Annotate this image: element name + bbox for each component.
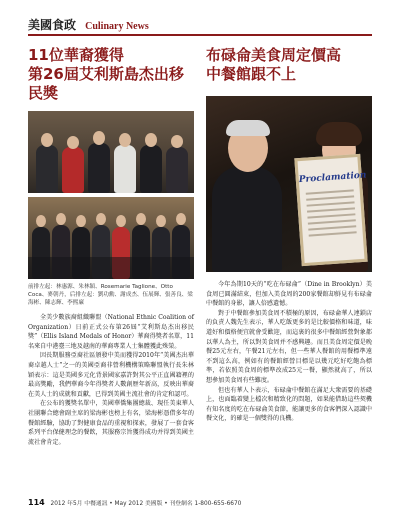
- person-head: [119, 133, 131, 147]
- person-figure: [36, 145, 58, 193]
- right-paragraph: 對于中餐館參加美食周不積極的原因，布碌侖華人連鎖店的負責人魏先生表示，華人吃飯更多的是比較價格和味道，味道好和價格便宜就會受歡迎，而這裏的很多中餐館經營對象都以華人為主，所以對美食周并不感興趣。而且美食周定價是晚餐25元左右，午餐21元左右，但一些華人餐館的用餐標準遠不到這么高，例如有的餐館經營目標是以幾元吃好吃飽為標準，若依照美食周的標準改成25元一餐，顯然就高了，所以想參加美食周有些難度。: [206, 309, 372, 384]
- person-figure: [114, 145, 136, 193]
- person-head: [145, 133, 157, 147]
- right-article-body: [206, 280, 372, 424]
- proclamation-plaque: [294, 154, 367, 266]
- left-paragraph: 全美少數族裔組織聯盟（National Ethnic Coalition of Organization）日前正式公布第26屆“艾利斯島杰出移民獎”（Ellis Island Medals of Honor）華裔得獎者名單，11名來自中港臺三地及越南的華裔專業人士集體獲此殊榮。: [28, 314, 194, 350]
- page-footer: [28, 498, 372, 507]
- left-headline-line1: 11位華裔獲得: [28, 46, 124, 64]
- section-title-zh: 美國食政: [28, 18, 77, 32]
- header-rule: [28, 34, 372, 36]
- proclamation-photo: [206, 96, 372, 272]
- person-figure: [140, 145, 162, 193]
- person-head: [56, 213, 66, 225]
- person-head: [96, 213, 106, 225]
- person-head: [76, 215, 86, 227]
- right-headline-line2: 中餐館跟不上: [206, 65, 297, 83]
- left-headline-line2: 第26屆艾利斯島杰出移民獎: [28, 65, 184, 102]
- person-head: [171, 135, 183, 148]
- right-headline: [206, 46, 372, 84]
- plaque-text-lines: [306, 189, 357, 236]
- person-head: [93, 131, 105, 145]
- footer-info: 2012 年5月 中餐通訊 • May 2012 美國版 • 刊登網名 1-800-655-6670: [50, 501, 242, 507]
- section-title-en: Culinary News: [85, 21, 149, 32]
- right-paragraph: 今年為期10天的“吃在布碌侖”（Dine in Brooklyn）美食周已圓滿結束，但加入美食周的200家餐館却鮮見有布碌侖中餐館的身影，讓人倍感遺憾。: [206, 281, 372, 308]
- man-hair: [226, 120, 270, 136]
- person-head: [116, 215, 126, 227]
- right-paragraph: 但也有華人卜表示，布碌侖中餐館在滿足大衆需要的基礎上，也面臨着變上檔次和精致化的問題，如果能借助這些契機有知名度的吃在布碌侖美食節，能讓更多的食客們深入認識中餐文化，的確是一個雙得的良機。: [206, 386, 372, 423]
- left-headline: [28, 46, 194, 103]
- left-paragraph: 在公布的獲獎名單中，美國華僑集團總裁、現任美東華人社團聯合總會副主席的梁海彬也榜上有名，梁海彬憑借多年的餐館經驗，協助了對健康食品的重視和探索，發展了一套食客系列平台保健理念的餐飲，其服務宗旨獲得成功并得到美國主流社會肯定。: [28, 400, 194, 446]
- person-figure: [88, 143, 110, 193]
- left-article-body: [28, 313, 194, 447]
- left-paragraph: 因長期服務亞裔社區頒發中美而獲得2010年“美國杰出華裔卓越人士”之一的美國亞裔非營利機構策略聯盟執行長朱林穎表示：這是美國多元化背景國家嘉許對其公平正直國籍裡的最高獎勵，我們華裔今年得獎者人數創歷年新高，反映出華裔在美人士的成就和貢獻，已得到美國主流社會的肯定和認可。: [28, 352, 194, 398]
- woman-hair: [316, 122, 362, 146]
- section-header: [28, 14, 372, 34]
- person-figure: [62, 147, 84, 193]
- person-head: [176, 213, 186, 225]
- person-head: [36, 215, 46, 227]
- photo-caption: 前排左起：林惠源、朱林穎、Rosemarie Taglione、Otto Coca、麥朝丹，后排左起：劉功勳、謝成杰、伍展輝、張善良、梁海彬、陳志輝、李熙廉: [28, 284, 193, 306]
- man-figure: [212, 166, 282, 272]
- left-article: [28, 46, 194, 447]
- award-photo-group-2: [28, 197, 194, 279]
- right-article: [206, 46, 372, 84]
- person-figure: [166, 147, 188, 193]
- person-head: [67, 136, 79, 149]
- page-number: 114: [28, 498, 45, 507]
- person-head: [156, 215, 166, 227]
- person-head: [136, 213, 146, 225]
- front-row-shadow: [28, 257, 194, 279]
- person-head: [41, 133, 53, 147]
- award-photo-group-1: [28, 111, 194, 193]
- right-headline-line1: 布碌侖美食周定價高: [206, 46, 342, 64]
- plaque-title: Proclamation: [298, 170, 367, 186]
